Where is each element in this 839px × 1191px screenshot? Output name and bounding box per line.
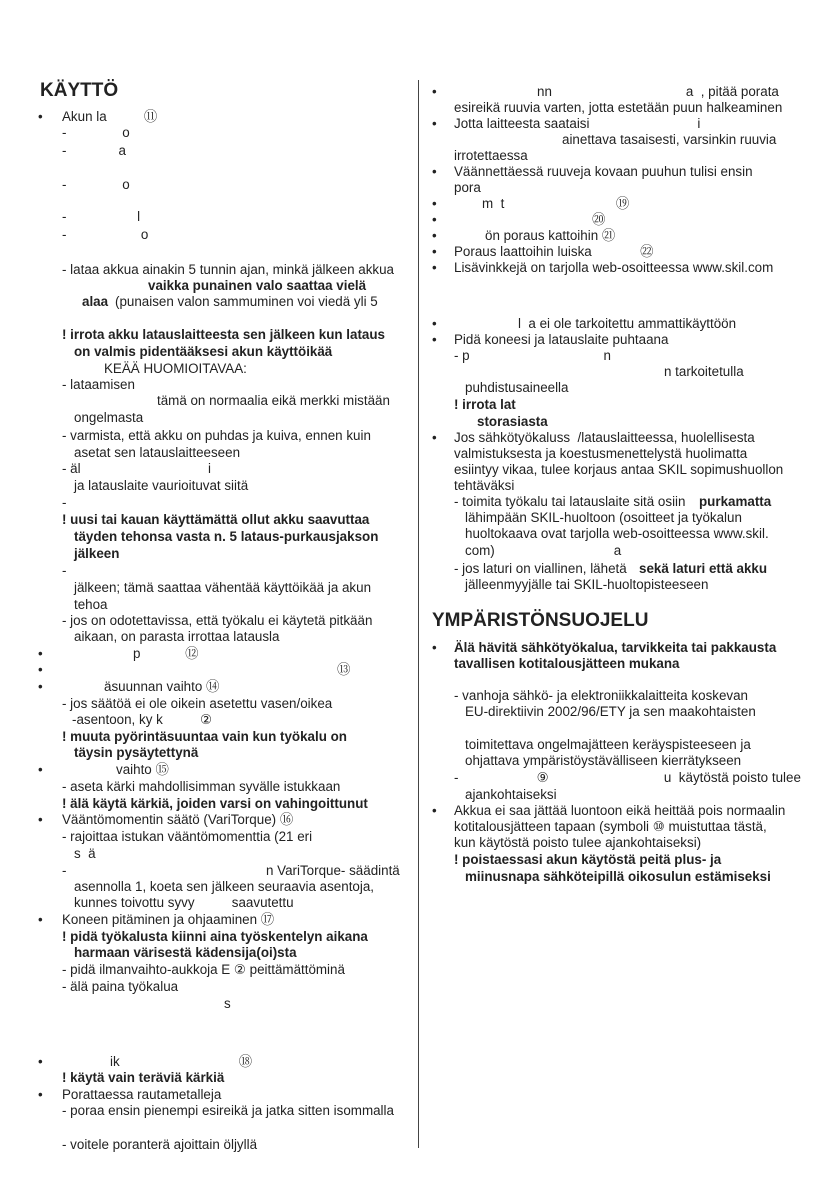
text-line: jälleenmyyjälle tai SKIL-huoltopisteeseen (465, 577, 709, 592)
warning-line: ! käytä vain teräviä kärkiä (62, 1070, 225, 1085)
text-line: huoltokaava ovat tarjolla web-osoitteessa www.skil. (465, 526, 769, 541)
text-line: Porattaessa rautametalleja (62, 1087, 222, 1102)
warning-line: ! poistaessasi akun käytöstä peitä plus- ja (454, 852, 722, 867)
text-line: ajankohtaiseksi (465, 787, 557, 802)
text-line: ⑬ (337, 662, 351, 677)
left-heading: KÄYTTÖ (40, 80, 119, 101)
bullet: • (432, 196, 437, 211)
right-heading: YMPÄRISTÖNSUOJELU (432, 610, 649, 631)
text-line: Akkua ei saa jättää luontoon eikä heittää pois normaalin (454, 803, 786, 818)
bullet: • (38, 1087, 43, 1102)
text-line: kun käytöstä poisto tulee ajankohtaiseksi) (454, 835, 702, 850)
text-line: purkamatta (699, 494, 772, 509)
text-line: - (62, 863, 67, 878)
text-line: esiintyy vikaa, tulee korjaus antaa SKIL sopimushuollon (454, 462, 784, 477)
text-line: - p n (454, 348, 612, 363)
text-line: - l (62, 209, 141, 224)
text-line: - poraa ensin pienempi esireikä ja jatka sitten isommalla (62, 1103, 394, 1118)
text-line: irrotettaessa (454, 148, 528, 163)
text-line: - lataamisen (62, 377, 135, 392)
text-line: Jotta laitteesta saataisi i (454, 116, 701, 131)
text-line: - rajoittaa istukan vääntömomenttia (21 eri (62, 829, 313, 844)
text-line: sekä laturi että akku (639, 561, 768, 576)
bullet: • (432, 228, 437, 243)
text-line: esireikä ruuvia varten, jotta estetään puun halkeaminen (454, 100, 783, 115)
text-line: Jos sähkötyökaluss /latauslaitteessa, huolellisesta (454, 430, 755, 445)
text-line: Pidä koneesi ja latauslaite puhtaana (454, 332, 669, 347)
text-line: n tarkoitetulla (664, 364, 744, 379)
text-line: s ä (74, 846, 96, 861)
text-line: ik ⑱ (110, 1054, 253, 1069)
text-line: toimitettava ongelmajätteen keräyspisteeseen ja (465, 737, 751, 752)
text-line: - o (62, 177, 130, 192)
text-line: i (208, 461, 211, 476)
bullet: • (38, 762, 43, 777)
text-line: - vanhoja sähkö- ja elektroniikkalaitteita koskevan (454, 688, 749, 703)
bullet: • (38, 1054, 43, 1069)
text-line: com) a (465, 543, 622, 558)
warning-line: on valmis pidentääksesi akun käyttöikää (74, 344, 333, 359)
warning-line: tavallisen kotitalousjätteen mukana (454, 656, 680, 671)
text-line: -asentoon, ky k ② (72, 712, 213, 727)
warning-line: ! irrota akku latauslaitteesta sen jälkeen kun lataus (62, 327, 385, 342)
text-line: vaikka punainen valo saattaa vielä (148, 278, 367, 293)
text-line: n VariTorque- säädintä (266, 863, 400, 878)
text-line: - älä paina työkalua (62, 979, 179, 994)
text-line: valmistuksesta ja koestusmenettelystä huolimatta (454, 446, 748, 461)
text-line: s (224, 996, 231, 1011)
text-line: aikaan, on parasta irrottaa latausla (74, 629, 280, 644)
text-line: - (62, 495, 67, 510)
warning-line: Älä hävitä sähkötyökalua, tarvikkeita tai pakkausta (454, 640, 777, 655)
text-line: - ⑨ u käytöstä poisto tulee (454, 770, 801, 785)
text-line: EU-direktiivin 2002/96/ETY ja sen maakohtaisten (465, 704, 756, 719)
text-line: ja latauslaite vaurioituvat siitä (74, 478, 249, 493)
column-divider (418, 80, 419, 1148)
text-line: äsuunnan vaihto ⑭ (104, 679, 220, 694)
text-line: Akun la ⑪ (62, 109, 158, 124)
text-line: nn a , pitää porata (537, 84, 779, 99)
bullet: • (432, 316, 437, 331)
text-line: m t ⑲ (482, 196, 630, 211)
text-line: - jos laturi on viallinen, lähetä (454, 561, 627, 576)
text-line: - äl (62, 461, 81, 476)
text-line: KEÄÄ HUOMIOITAVAA: (104, 361, 247, 376)
text-line: jälkeen; tämä saattaa vähentää käyttöikää ja akun (74, 580, 372, 595)
text-line: pora (454, 180, 481, 195)
text-line: - toimita työkalu tai latauslaite sitä osiin (454, 494, 686, 509)
bullet: • (432, 260, 437, 275)
bullet: • (38, 662, 43, 677)
bullet: • (432, 803, 437, 818)
bullet: • (38, 646, 43, 661)
bullet: • (432, 164, 437, 179)
text-line: ongelmasta (74, 410, 144, 425)
text-line: ⑳ (592, 212, 606, 227)
text-line: alaa (82, 294, 109, 309)
text-line: - varmista, että akku on puhdas ja kuiva, ennen kuin (62, 428, 371, 443)
text-line: - jos on odotettavissa, että työkalu ei käytetä pitkään (62, 613, 373, 628)
warning-line: harmaan värisestä kädensija(oi)sta (74, 945, 297, 960)
text-line: - (62, 563, 67, 578)
bullet: • (38, 679, 43, 694)
bullet: • (432, 212, 437, 227)
text-line: Vääntömomentin säätö (VariTorque) ⑯ (62, 812, 294, 827)
bullet: • (432, 84, 437, 99)
text-line: Koneen pitäminen ja ohjaaminen ⑰ (62, 912, 275, 927)
text-line: puhdistusaineella (465, 380, 569, 395)
text-line: asennolla 1, koeta sen jälkeen seuraavia asentoja, (74, 879, 375, 894)
text-line: - o (62, 125, 130, 140)
warning-line: miinusnapa sähköteipillä oikosulun estämiseksi (465, 869, 771, 884)
text-line: ön poraus kattoihin ㉑ (485, 228, 616, 243)
warning-line: ! älä käytä kärkiä, joiden varsi on vahingoittunut (62, 796, 368, 811)
text-line: kunnes toivottu syvy saavutettu (74, 895, 294, 910)
bullet: • (432, 116, 437, 131)
warning-line: ! irrota lat (454, 397, 516, 412)
text-line: kotitalousjätteen tapaan (symboli ⑩ muistuttaa tästä, (454, 819, 767, 834)
text-line: - jos säätöä ei ole oikein asetettu vasen/oikea (62, 696, 333, 711)
warning-line: täyden tehonsa vasta n. 5 lataus-purkausjakson (74, 529, 379, 544)
text-line: ainettava tasaisesti, varsinkin ruuvia (562, 132, 777, 147)
bullet: • (38, 812, 43, 827)
text-line: Väännettäessä ruuveja kovaan puuhun tulisi ensin (454, 164, 753, 179)
warning-line: jälkeen (74, 546, 120, 561)
warning-line: täysin pysäytettynä (74, 745, 199, 760)
bullet: • (432, 332, 437, 347)
text-line: - o (62, 227, 149, 242)
text-line: tehoa (74, 597, 108, 612)
text-line: l a ei ole tarkoitettu ammattikäyttöön (518, 316, 737, 331)
text-line: - a (62, 143, 126, 158)
text-line: - pidä ilmanvaihto-aukkoja E ② peittämättöminä (62, 962, 345, 977)
text-line: vaihto ⑮ (116, 762, 169, 777)
text-line: p ⑫ (133, 646, 199, 661)
text-line: tehtäväksi (454, 478, 515, 493)
text-line: (punaisen valon sammuminen voi viedä yli 5 (115, 294, 378, 309)
text-line: - lataa akkua ainakin 5 tunnin ajan, minkä jälkeen akkua (62, 262, 395, 277)
text-line: tämä on normaalia eikä merkki mistään (157, 393, 390, 408)
warning-line: storasiasta (477, 414, 548, 429)
text-line: Lisävinkkejä on tarjolla web-osoitteessa www.skil.com (454, 260, 774, 275)
warning-line: ! pidä työkalusta kiinni aina työskentelyn aikana (62, 929, 368, 944)
text-line: ohjattava ympäristöystävälliseen kierrätykseen (465, 753, 742, 768)
text-line: - aseta kärki mahdollisimman syvälle istukkaan (62, 779, 341, 794)
bullet: • (432, 244, 437, 259)
bullet: • (38, 109, 43, 124)
text-line: asetat sen latauslaitteeseen (74, 445, 241, 460)
bullet: • (432, 640, 437, 655)
text-line: lähimpään SKIL-huoltoon (osoitteet ja työkalun (465, 510, 742, 525)
text-line: - voitele poranterä ajoittain öljyllä (62, 1137, 258, 1152)
warning-line: ! muuta pyörintäsuuntaa vain kun työkalu on (62, 729, 347, 744)
warning-line: ! uusi tai kauan käyttämättä ollut akku saavuttaa (62, 512, 370, 527)
bullet: • (38, 912, 43, 927)
bullet: • (432, 430, 437, 445)
text-line: Poraus laattoihin luiska ㉒ (454, 244, 654, 259)
